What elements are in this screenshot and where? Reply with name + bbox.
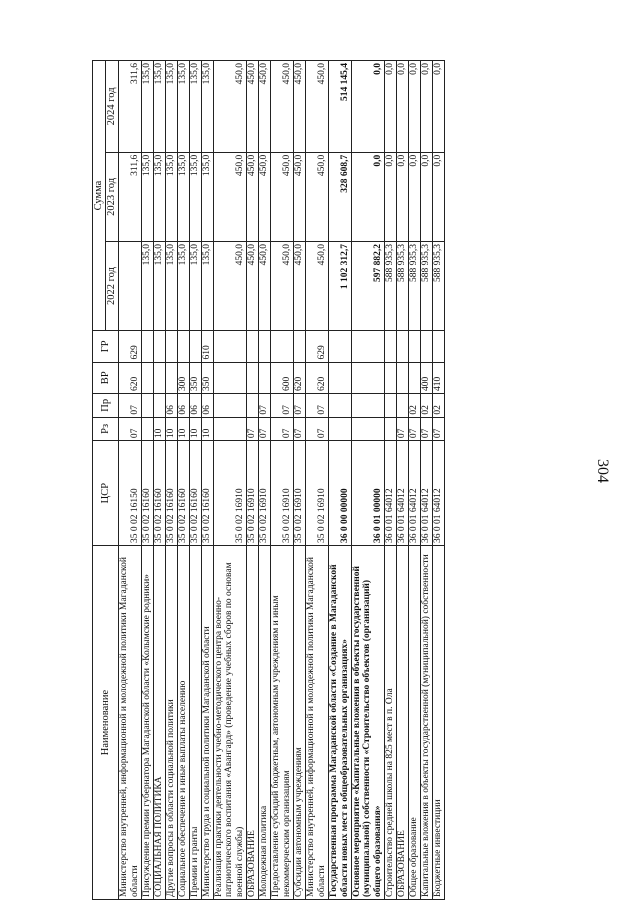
row-name: ОБРАЗОВАНИЕ [247, 546, 259, 900]
row-gr: 629 [119, 331, 142, 362]
row-rz [351, 417, 385, 441]
row-name: Реализация практики деятельности учебно-методического центра военно-патриотического воспитания «Авангард» (проведение учебных сборов по основам военной службы) [213, 546, 247, 900]
row-pr [397, 393, 409, 417]
row-2023: 0,0 [421, 152, 433, 241]
table-row [305, 61, 328, 900]
row-vr: 620 [305, 362, 328, 393]
row-2023: 0,0 [409, 152, 421, 241]
row-rz [328, 417, 351, 441]
row-name: Министерство внутренней, информационной и молодежной политики Магаданской области [305, 546, 328, 900]
row-2023: 135,0 [141, 152, 153, 241]
row-gr: 629 [305, 331, 328, 362]
row-rz [213, 417, 247, 441]
row-pr [328, 393, 351, 417]
table-row [119, 61, 142, 900]
row-vr [259, 362, 271, 393]
row-rz: 10 [201, 417, 213, 441]
row-vr: 620 [119, 362, 142, 393]
row-gr [397, 331, 409, 362]
row-2024: 0,0 [409, 61, 421, 153]
row-2023: 0,0 [351, 152, 385, 241]
row-rz: 07 [259, 417, 271, 441]
row-rz: 07 [293, 417, 305, 441]
row-name: Капитальные вложения в объекты государственной (муниципальной) собственности [421, 546, 433, 900]
row-gr [165, 331, 177, 362]
row-2024: 450,0 [247, 61, 259, 153]
table-row [153, 61, 165, 900]
row-name: Министерство труда и социальной политики Магаданской области [201, 546, 213, 900]
row-csr: 35 0 02 16910 [259, 441, 271, 546]
row-gr [385, 331, 397, 362]
page-number: 304 [594, 459, 611, 483]
row-2023: 450,0 [271, 152, 294, 241]
row-name: СОЦИАЛЬНАЯ ПОЛИТИКА [153, 546, 165, 900]
row-csr: 35 0 02 16910 [293, 441, 305, 546]
row-name: Основное мероприятие «Капитальные вложения в объекты государственной (муниципальной) собственности «Строительство объектов (организаций) общего образования» [351, 546, 385, 900]
row-pr: 02 [409, 393, 421, 417]
row-pr: 02 [421, 393, 433, 417]
row-vr [328, 362, 351, 393]
row-2022: 597 882,2 [351, 241, 385, 330]
row-name: Бюджетные инвестиции [433, 546, 445, 900]
row-gr: 610 [201, 331, 213, 362]
row-2024: 0,0 [397, 61, 409, 153]
row-rz: 07 [397, 417, 409, 441]
row-pr: 07 [293, 393, 305, 417]
row-gr [177, 331, 189, 362]
row-rz [385, 417, 397, 441]
row-csr: 36 0 01 64012 [397, 441, 409, 546]
row-gr [213, 331, 247, 362]
row-2023: 450,0 [293, 152, 305, 241]
row-name: Министерство внутренней, информационной и молодежной политики Магаданской области [119, 546, 142, 900]
row-gr [421, 331, 433, 362]
table-row [328, 61, 351, 900]
row-vr [153, 362, 165, 393]
row-name: Другие вопросы в области социальной политики [165, 546, 177, 900]
row-pr: 07 [259, 393, 271, 417]
row-vr [141, 362, 153, 393]
row-csr: 35 0 02 16150 [119, 441, 142, 546]
row-rz: 10 [153, 417, 165, 441]
row-2022: 450,0 [271, 241, 294, 330]
row-2023: 450,0 [305, 152, 328, 241]
row-csr: 35 0 02 16160 [165, 441, 177, 546]
row-2022: 450,0 [259, 241, 271, 330]
header-name: Наименование [93, 546, 119, 900]
row-gr [328, 331, 351, 362]
row-2024: 0,0 [433, 61, 445, 153]
row-name: Социальное обеспечение и иные выплаты населению [177, 546, 189, 900]
table-row [189, 61, 201, 900]
row-gr [189, 331, 201, 362]
row-rz: 07 [421, 417, 433, 441]
row-csr: 36 0 01 64012 [433, 441, 445, 546]
row-vr: 350 [201, 362, 213, 393]
row-2022: 588 935,3 [409, 241, 421, 330]
row-vr [247, 362, 259, 393]
row-rz: 10 [189, 417, 201, 441]
table-row [293, 61, 305, 900]
row-2024: 450,0 [293, 61, 305, 153]
row-pr: 06 [177, 393, 189, 417]
row-gr [271, 331, 294, 362]
row-vr [213, 362, 247, 393]
row-gr [153, 331, 165, 362]
row-2023: 450,0 [213, 152, 247, 241]
row-vr: 400 [421, 362, 433, 393]
table-row [351, 61, 385, 900]
header-pr: Пр [93, 393, 119, 417]
table-row [141, 61, 153, 900]
row-rz: 07 [119, 417, 142, 441]
row-2023: 0,0 [397, 152, 409, 241]
row-pr [247, 393, 259, 417]
row-vr: 600 [271, 362, 294, 393]
row-2022: 450,0 [247, 241, 259, 330]
row-pr [213, 393, 247, 417]
row-csr: 35 0 02 16160 [189, 441, 201, 546]
row-2023: 135,0 [177, 152, 189, 241]
row-rz: 10 [177, 417, 189, 441]
row-2024: 135,0 [201, 61, 213, 153]
row-2022: 450,0 [305, 241, 328, 330]
row-2024: 0,0 [421, 61, 433, 153]
row-name: Строительство средней школы на 825 мест в п. Ола [385, 546, 397, 900]
row-name: Премии и гранты [189, 546, 201, 900]
row-2024: 0,0 [385, 61, 397, 153]
row-2024: 450,0 [213, 61, 247, 153]
row-2024: 135,0 [141, 61, 153, 153]
row-2022: 135,0 [141, 241, 153, 330]
row-2023: 135,0 [201, 152, 213, 241]
row-pr: 02 [433, 393, 445, 417]
row-2022: 588 935,3 [433, 241, 445, 330]
row-2022: 450,0 [213, 241, 247, 330]
row-2023: 311,6 [119, 152, 142, 241]
table-row [397, 61, 409, 900]
row-vr [165, 362, 177, 393]
row-vr [409, 362, 421, 393]
header-csr: ЦСР [93, 441, 119, 546]
row-pr [385, 393, 397, 417]
row-2024: 514 145,4 [328, 61, 351, 153]
row-2022: 135,0 [201, 241, 213, 330]
row-pr [141, 393, 153, 417]
row-2022: 135,0 [189, 241, 201, 330]
table-row [421, 61, 433, 900]
table-row [177, 61, 189, 900]
row-rz: 07 [305, 417, 328, 441]
row-pr: 06 [201, 393, 213, 417]
budget-table [92, 60, 445, 900]
row-2024: 135,0 [153, 61, 165, 153]
row-rz: 07 [247, 417, 259, 441]
row-csr: 36 0 01 64012 [385, 441, 397, 546]
header-vr: ВР [93, 362, 119, 393]
row-csr: 36 0 01 64012 [409, 441, 421, 546]
row-name: Молодежная политика [259, 546, 271, 900]
header-row [93, 61, 106, 900]
row-pr: 07 [271, 393, 294, 417]
table-row [201, 61, 213, 900]
row-csr: 35 0 02 16160 [177, 441, 189, 546]
row-2023: 450,0 [259, 152, 271, 241]
table-row [433, 61, 445, 900]
row-pr: 07 [305, 393, 328, 417]
row-csr: 36 0 01 00000 [351, 441, 385, 546]
row-2024: 450,0 [271, 61, 294, 153]
header-rz: Рз [93, 417, 119, 441]
row-gr [351, 331, 385, 362]
header-2023: 2023 год [106, 152, 119, 241]
header-2022: 2022 год [106, 241, 119, 330]
table-row [409, 61, 421, 900]
row-2023: 135,0 [189, 152, 201, 241]
row-gr [247, 331, 259, 362]
row-csr: 35 0 02 16910 [213, 441, 247, 546]
row-2022: 588 935,3 [421, 241, 433, 330]
row-name: Субсидии автономным учреждениям [293, 546, 305, 900]
row-csr: 36 0 00 00000 [328, 441, 351, 546]
row-pr [351, 393, 385, 417]
row-name: ОБРАЗОВАНИЕ [397, 546, 409, 900]
row-gr [409, 331, 421, 362]
row-csr: 35 0 02 16910 [305, 441, 328, 546]
row-pr: 06 [165, 393, 177, 417]
row-vr [397, 362, 409, 393]
table-row [165, 61, 177, 900]
table-row [385, 61, 397, 900]
header-2024: 2024 год [106, 61, 119, 153]
row-pr: 06 [189, 393, 201, 417]
row-csr: 35 0 02 16910 [271, 441, 294, 546]
row-rz [141, 417, 153, 441]
row-pr: 07 [119, 393, 142, 417]
row-name: Предоставление субсидий бюджетным, автономным учреждениям и иным некоммерческим организациям [271, 546, 294, 900]
row-rz: 07 [433, 417, 445, 441]
row-2023: 450,0 [247, 152, 259, 241]
row-2023: 135,0 [165, 152, 177, 241]
row-gr [293, 331, 305, 362]
row-2023: 0,0 [385, 152, 397, 241]
header-sum: Сумма [93, 61, 106, 331]
row-vr [385, 362, 397, 393]
row-vr: 350 [189, 362, 201, 393]
row-2022: 588 935,3 [385, 241, 397, 330]
row-2022: 135,0 [177, 241, 189, 330]
row-2024: 135,0 [189, 61, 201, 153]
row-2024: 135,0 [165, 61, 177, 153]
rotated-budget-table-container [92, 60, 592, 900]
row-csr: 35 0 02 16160 [141, 441, 153, 546]
row-2022: 588 935,3 [397, 241, 409, 330]
row-rz: 07 [271, 417, 294, 441]
table-body [119, 61, 445, 900]
row-2023: 328 608,7 [328, 152, 351, 241]
table-row [213, 61, 247, 900]
row-pr [153, 393, 165, 417]
row-name: Общее образование [409, 546, 421, 900]
row-vr: 620 [293, 362, 305, 393]
row-2022: 135,0 [153, 241, 165, 330]
row-vr [351, 362, 385, 393]
row-2023: 135,0 [153, 152, 165, 241]
row-name: Присуждение премии губернатора Магаданской области «Колымские родники» [141, 546, 153, 900]
table-row [259, 61, 271, 900]
row-2024: 450,0 [259, 61, 271, 153]
row-2023: 0,0 [433, 152, 445, 241]
row-rz: 10 [165, 417, 177, 441]
row-csr: 36 0 01 64012 [421, 441, 433, 546]
row-rz: 07 [409, 417, 421, 441]
row-2024: 0,0 [351, 61, 385, 153]
row-2024: 135,0 [177, 61, 189, 153]
table-row [271, 61, 294, 900]
header-gr: ГР [93, 331, 119, 362]
row-2022 [119, 241, 142, 330]
row-2022: 135,0 [165, 241, 177, 330]
row-csr: 35 0 02 16910 [247, 441, 259, 546]
row-name: Государственная программа Магаданской области «Создание в Магаданской области новых мест в общеобразовательных организациях» [328, 546, 351, 900]
row-gr [141, 331, 153, 362]
row-csr: 35 0 02 16160 [201, 441, 213, 546]
row-2022: 450,0 [293, 241, 305, 330]
row-gr [259, 331, 271, 362]
table-row [247, 61, 259, 900]
row-gr [433, 331, 445, 362]
row-csr: 35 0 02 16160 [153, 441, 165, 546]
row-2024: 311,6 [119, 61, 142, 153]
row-2022: 1 102 312,7 [328, 241, 351, 330]
row-2024: 450,0 [305, 61, 328, 153]
row-vr: 300 [177, 362, 189, 393]
row-vr: 410 [433, 362, 445, 393]
